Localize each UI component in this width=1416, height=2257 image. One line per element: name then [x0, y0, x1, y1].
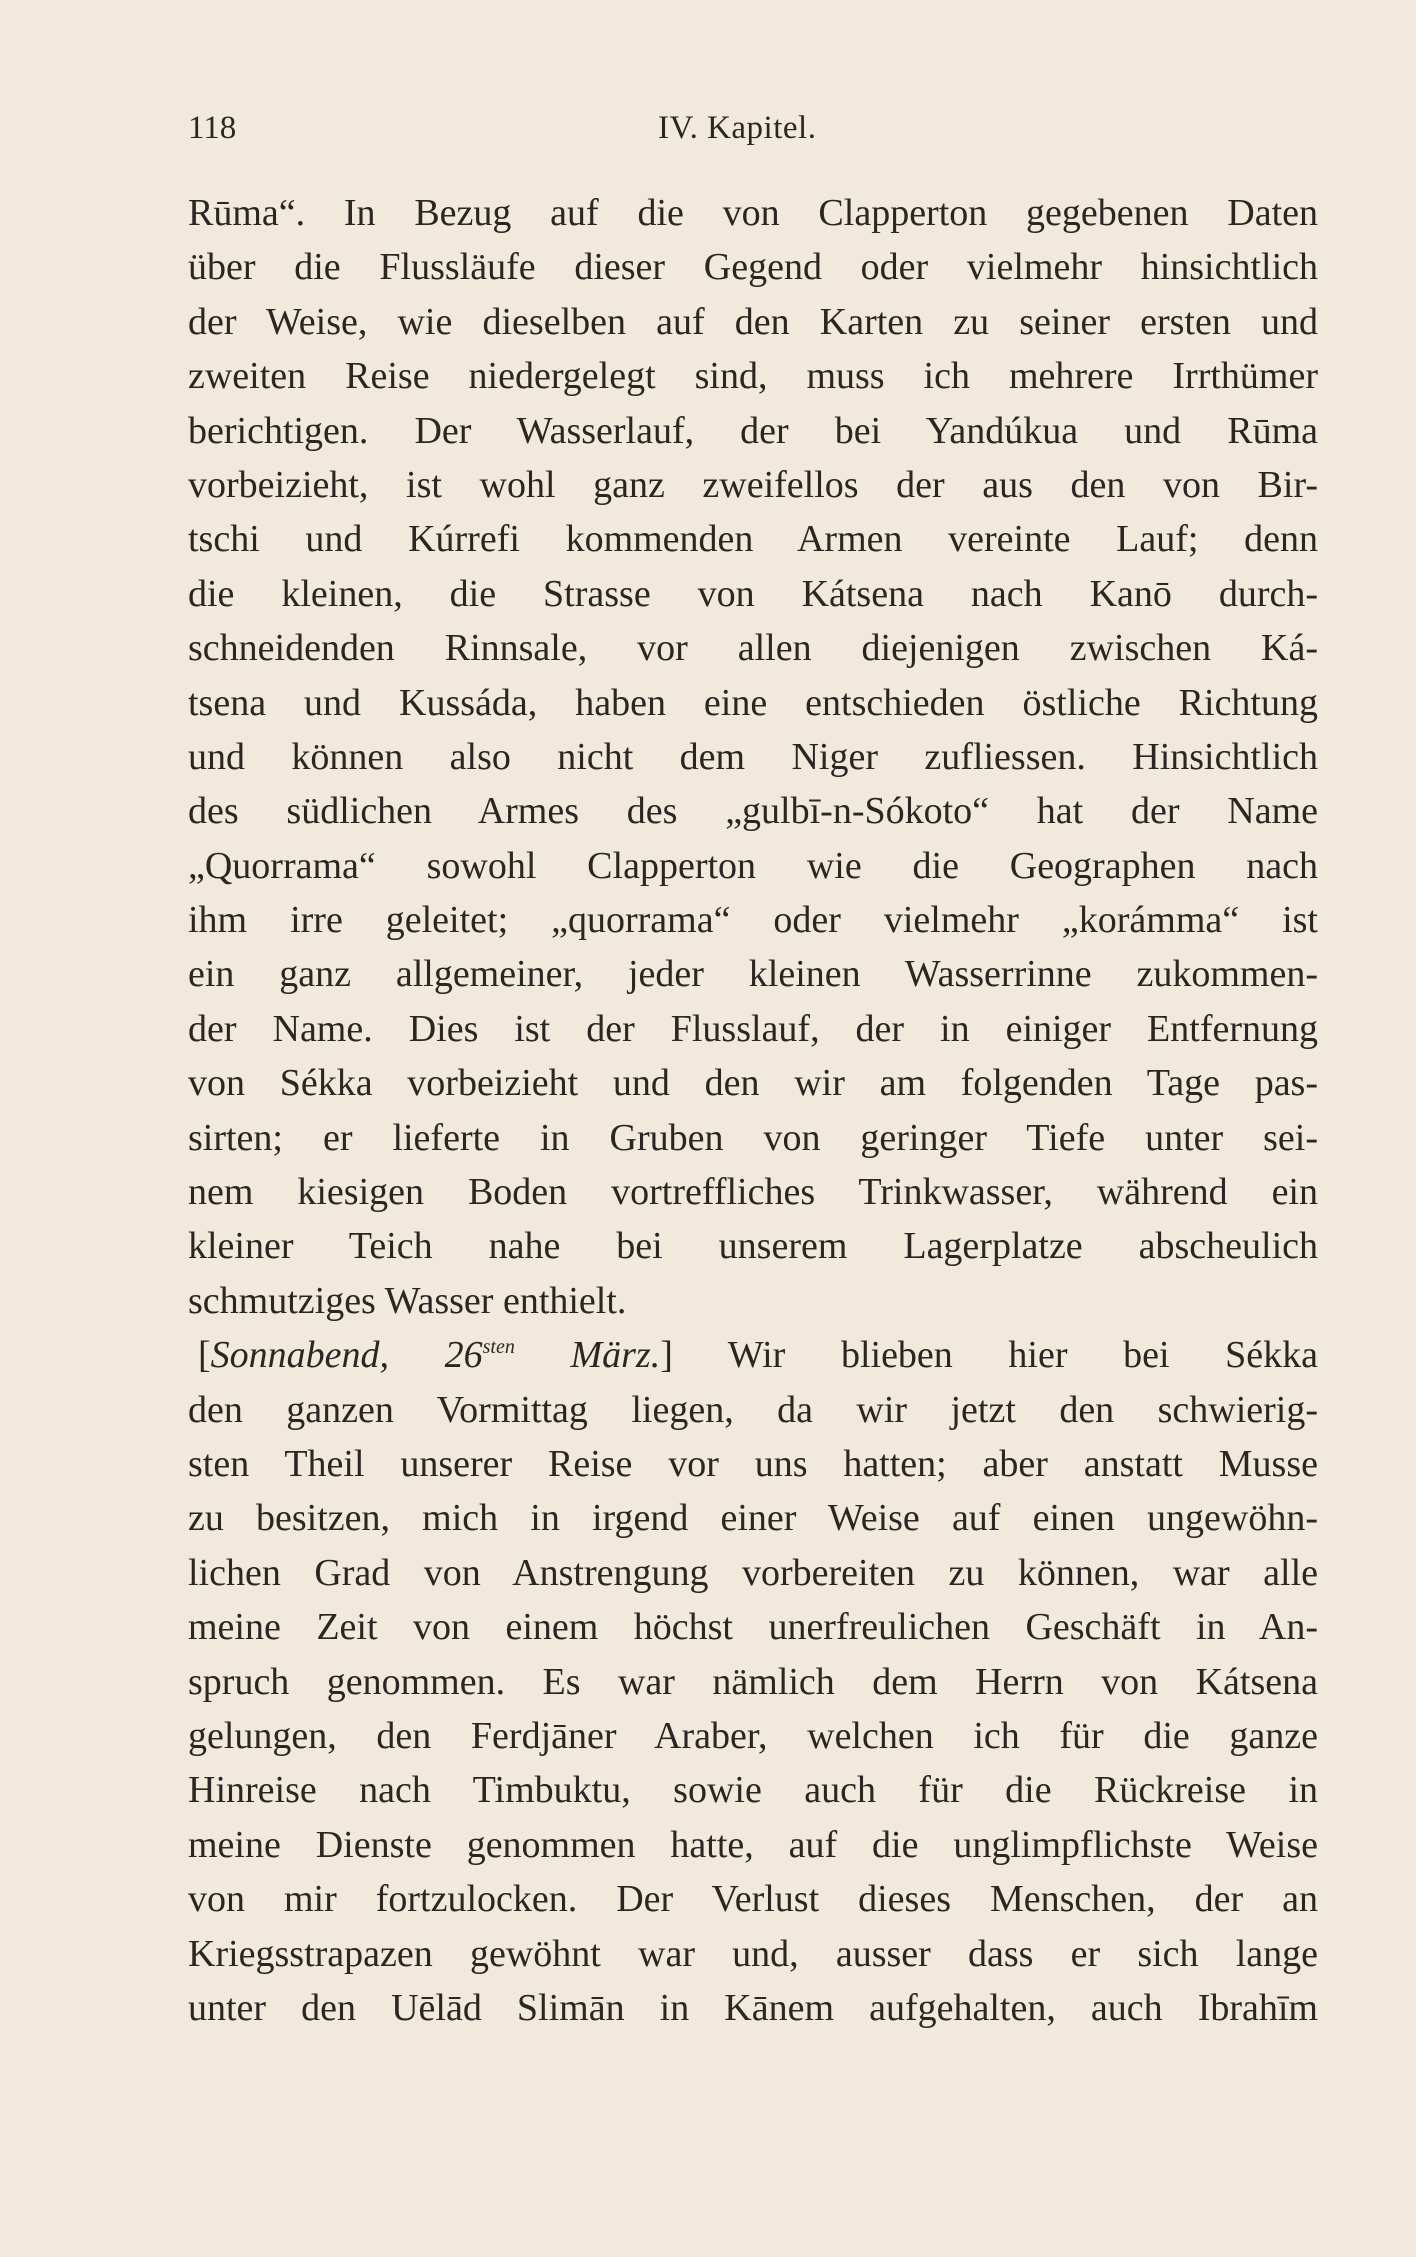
text-line: des südlichen Armes des „gulbī-n-Sókoto“ hat der Name [188, 790, 1318, 833]
text-line: lichen Grad von Anstrengung vorbereiten zu können, war alle [188, 1551, 1318, 1594]
date-superscript: sten [482, 1336, 515, 1359]
open-bracket: [ [198, 1334, 211, 1377]
text-line: über die Flussläufe dieser Gegend oder vielmehr hinsichtlich [188, 246, 1318, 289]
text-line: Hinreise nach Timbuktu, sowie auch für die Rückreise in [188, 1769, 1318, 1812]
text-line: der Weise, wie dieselben auf den Karten zu seiner ersten und [188, 300, 1318, 343]
text-line: unter den Uēlād Slimān in Kānem aufgehalten, auch Ibrahīm [188, 1986, 1318, 2029]
text-line: gelungen, den Ferdjāner Araber, welchen ich für die ganze [188, 1714, 1318, 1757]
dated-entry-line [188, 1328, 1318, 1382]
text-line: sten Theil unserer Reise vor uns hatten; aber anstatt Musse [188, 1442, 1318, 1485]
date-suffix: März. [514, 1334, 661, 1377]
text-line: Kriegsstrapazen gewöhnt war und, ausser dass er sich lange [188, 1932, 1318, 1975]
text-line: berichtigen. Der Wasserlauf, der bei Yandúkua und Rūma [188, 409, 1318, 452]
page-header [188, 108, 1318, 148]
text-line: ein ganz allgemeiner, jeder kleinen Wasserrinne zukommen- [188, 953, 1318, 996]
entry-text: Wir blieben hier bei Sékka [672, 1334, 1318, 1377]
date-prefix: Sonnabend, 26 [210, 1334, 483, 1377]
text-line: der Name. Dies ist der Flusslauf, der in einiger Entfernung [188, 1007, 1318, 1050]
text-line: von mir fortzulocken. Der Verlust dieses Menschen, der an [188, 1878, 1318, 1921]
page-number: 118 [188, 110, 237, 146]
entry-date [211, 1334, 661, 1376]
text-line: den ganzen Vormittag liegen, da wir jetzt den schwierig- [188, 1388, 1318, 1431]
text-line: „Quorrama“ sowohl Clapperton wie die Geographen nach [188, 844, 1318, 887]
close-bracket: ] [660, 1334, 673, 1377]
body-text [188, 186, 1318, 2035]
text-line: tschi und Kúrrefi kommenden Armen vereinte Lauf; denn [188, 518, 1318, 561]
text-line: spruch genommen. Es war nämlich dem Herrn von Kátsena [188, 1660, 1318, 1703]
text-line: zweiten Reise niedergelegt sind, muss ich mehrere Irrthümer [188, 355, 1318, 398]
text-line: kleiner Teich nahe bei unserem Lagerplatze abscheulich [188, 1225, 1318, 1268]
running-title: IV. Kapitel. [658, 110, 817, 146]
text-line: von Sékka vorbeizieht und den wir am folgenden Tage pas- [188, 1062, 1318, 1105]
text-line: schmutziges Wasser enthielt. [188, 1279, 627, 1322]
text-line: ihm irre geleitet; „quorrama“ oder vielmehr „korámma“ ist [188, 899, 1318, 942]
text-line: die kleinen, die Strasse von Kátsena nach Kanō durch- [188, 572, 1318, 615]
text-line: tsena und Kussáda, haben eine entschieden östliche Richtung [188, 681, 1318, 724]
text-line: und können also nicht dem Niger zufliessen. Hinsichtlich [188, 735, 1318, 778]
text-line: sirten; er lieferte in Gruben von geringer Tiefe unter sei- [188, 1116, 1318, 1159]
text-line: vorbeizieht, ist wohl ganz zweifellos der aus den von Bir- [188, 463, 1318, 506]
text-line: meine Zeit von einem höchst unerfreulichen Geschäft in An- [188, 1606, 1318, 1649]
text-line: nem kiesigen Boden vortreffliches Trinkwasser, während ein [188, 1171, 1318, 1214]
text-line: Rūma“. In Bezug auf die von Clapperton gegebenen Daten [188, 192, 1318, 234]
text-line: meine Dienste genommen hatte, auf die unglimpflichste Weise [188, 1823, 1318, 1866]
text-line: schneidenden Rinnsale, vor allen diejenigen zwischen Ká- [188, 627, 1318, 670]
text-line: zu besitzen, mich in irgend einer Weise auf einen ungewöhn- [188, 1497, 1318, 1540]
